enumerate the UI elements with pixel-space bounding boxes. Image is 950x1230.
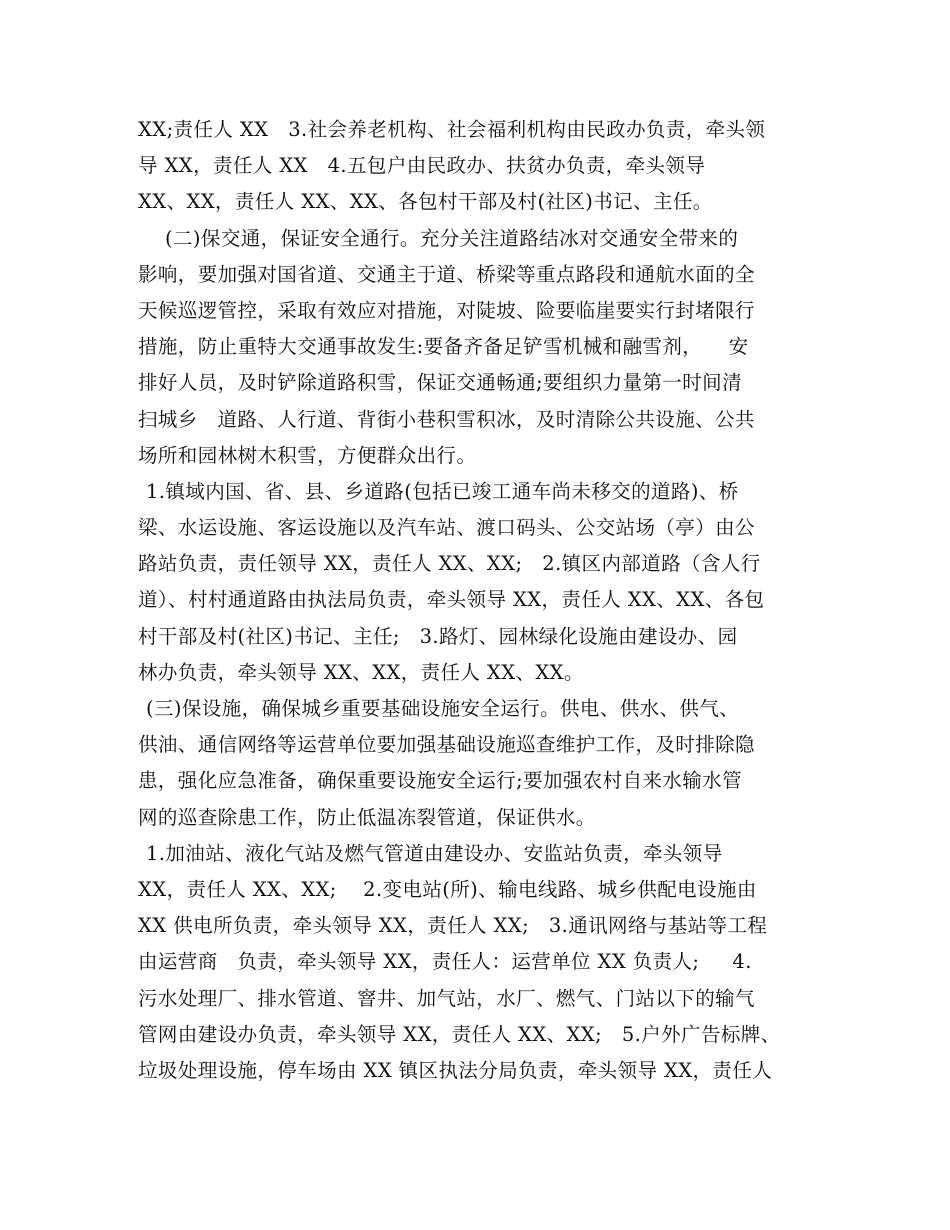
- text-line: 措施，防止重特大交通事故发生:要备齐备足铲雪机械和融雪剂， 安: [138, 335, 749, 359]
- text-line: 污水处理厂、排水管道、窨井、加气站，水厂、燃气、门站以下的输气: [138, 986, 755, 1010]
- paragraph-heading-line: (二)保交通，保证安全通行。充分关注道路结冰对交通安全带来的: [165, 226, 739, 250]
- list-item-line: 1.镇域内国、省、县、乡道路(包括已竣工通车尚未移交的道路)、桥: [146, 479, 739, 503]
- text-line: 道）、村村通道路由执法局负责，牵头领导 XX，责任人 XX、XX、各包: [138, 588, 765, 612]
- text-line: 患，强化应急准备，确保重要设施安全运行;要加强农村自来水输水管: [138, 769, 742, 793]
- text-line: 管网由建设办负责，牵头领导 XX，责任人 XX、XX; 5.户外广告标牌、: [138, 1022, 781, 1046]
- text-line: XX 供电所负责，牵头领导 XX，责任人 XX; 3.通讯网络与基站等工程: [138, 914, 768, 938]
- text-line: 垃圾处理设施，停车场由 XX 镇区执法分局负责，牵头领导 XX，责任人: [138, 1058, 773, 1082]
- text-line: XX，责任人 XX、XX; 2.变电站(所)、输电线路、城乡供配电设施由: [138, 877, 757, 901]
- text-line: 林办负责，牵头领导 XX、XX，责任人 XX、XX。: [138, 660, 584, 684]
- text-line: 村干部及村(社区)书记、主任; 3.路灯、园林绿化设施由建设办、园: [138, 624, 738, 648]
- paragraph-heading-line: (三)保设施，确保城乡重要基础设施安全运行。供电、供水、供气、: [146, 697, 740, 720]
- list-item-line: 1.加油站、液化气站及燃气管道由建设办、安监站负责，牵头领导: [146, 841, 723, 865]
- document-body: [138, 112, 814, 1089]
- text-line: XX;责任人 XX 3.社会养老机构、社会福利机构由民政办负责，牵头领: [138, 118, 766, 141]
- text-line: 影响，要加强对国省道、交通主于道、桥梁等重点路段和通航水面的全: [138, 262, 755, 286]
- text-line: 导 XX，责任人 XX 4.五包户由民政办、扶贫办负责，牵头领导: [138, 154, 706, 178]
- text-line: 供油、通信网络等运营单位要加强基础设施巡查维护工作，及时排除隐: [138, 733, 755, 757]
- text-line: 天候巡逻管控，采取有效应对措施，对陡坡、险要临崖要实行封堵限行: [138, 298, 755, 322]
- text-line: 网的巡查除患工作，防止低温冻裂管道，保证供水。: [138, 805, 596, 829]
- text-line: 由运营商 负责，牵头领导 XX，责任人：运营单位 XX 负责人; 4.: [138, 950, 752, 974]
- text-line: 梁、水运设施、客运设施以及汽车站、渡口码头、公交站场（亭）由公: [138, 516, 755, 540]
- text-line: XX、XX，责任人 XX、XX、各包村干部及村(社区)书记、主任。: [138, 190, 713, 214]
- text-line: 排好人员，及时铲除道路积雪，保证交通畅通;要组织力量第一时间清: [138, 371, 742, 395]
- text-line: 扫城乡 道路、人行道、背街小巷积雪积冰，及时清除公共设施、公共: [138, 407, 755, 431]
- text-line: 路站负责，责任领导 XX，责任人 XX、XX; 2.镇区内部道路（含人行: [138, 552, 761, 576]
- text-line: 场所和园林树木积雪，方便群众出行。: [138, 443, 477, 467]
